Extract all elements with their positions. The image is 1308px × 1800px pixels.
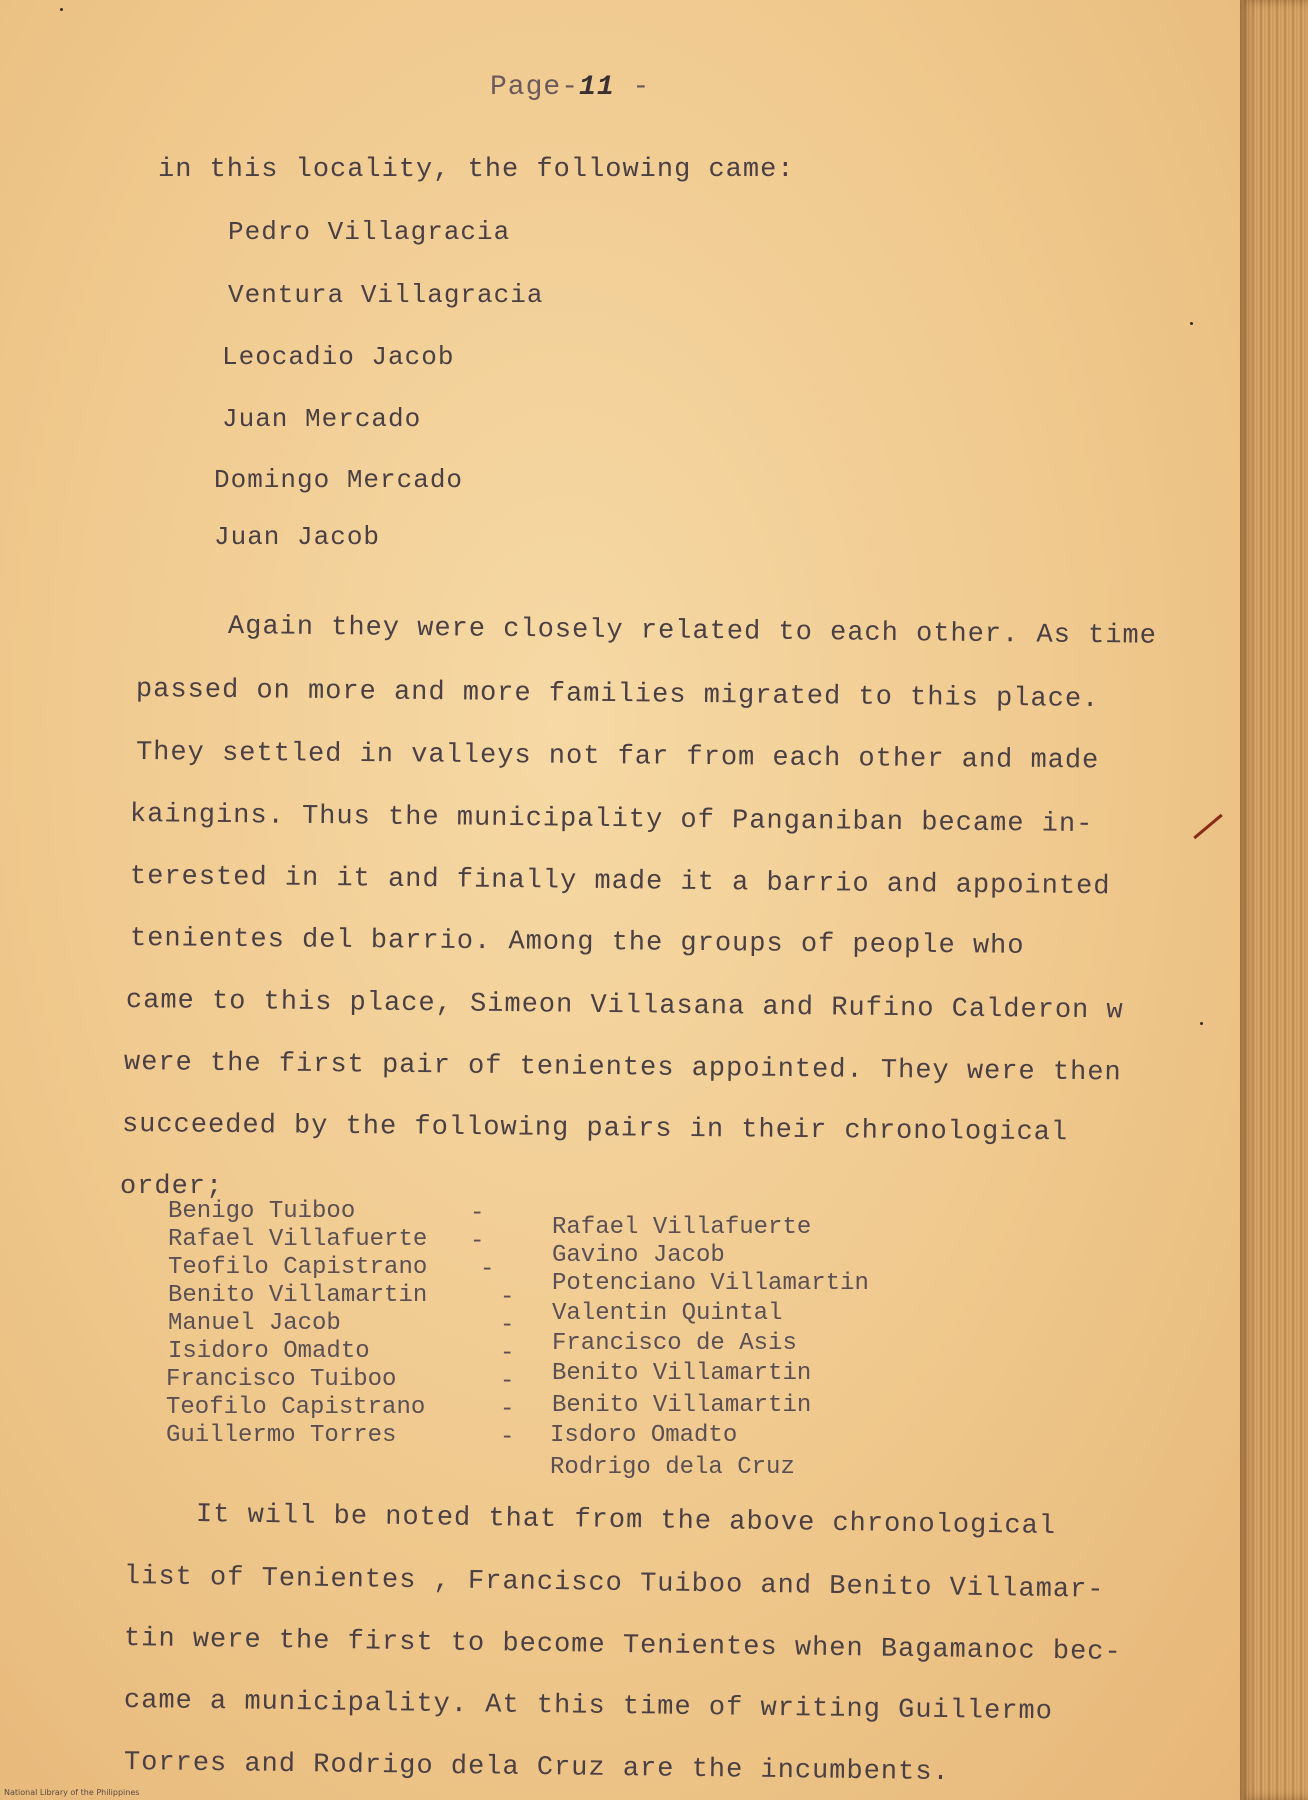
pair-first: Isidoro Omadto	[168, 1338, 370, 1365]
page-number: Page-11 -	[490, 72, 651, 103]
pair-second: Gavino Jacob	[552, 1242, 725, 1269]
paper-speck	[60, 8, 63, 11]
pair-first: Manuel Jacob	[168, 1310, 341, 1337]
pair-second: Benito Villamartin	[552, 1360, 812, 1387]
settler-name: Juan Jacob	[214, 522, 381, 552]
book-page-edge	[1240, 0, 1308, 1800]
pair-separator: -	[470, 1200, 485, 1227]
pair-separator: -	[500, 1312, 515, 1339]
pair-second: Benito Villamartin	[552, 1392, 812, 1419]
pair-second: Rafael Villafuerte	[552, 1214, 812, 1241]
pair-second: Rodrigo dela Cruz	[550, 1454, 795, 1481]
pair-separator: -	[500, 1284, 515, 1311]
archive-footer: National Library of the Philippines	[4, 1788, 140, 1797]
settler-name: Domingo Mercado	[214, 465, 464, 495]
closing-line: It will be noted that from the above chronological	[195, 1500, 1057, 1543]
closing-line: list of Tenientes , Francisco Tuiboo and Benito Villamar-	[123, 1562, 1105, 1606]
settler-name: Ventura Villagracia	[228, 280, 544, 310]
pair-separator: -	[500, 1396, 515, 1423]
pair-separator: -	[500, 1340, 515, 1367]
body-line: They settled in valleys not far from each other and made	[135, 738, 1100, 777]
pair-first: Rafael Villafuerte	[168, 1226, 428, 1253]
pair-separator: -	[500, 1424, 515, 1451]
pair-first: Francisco Tuiboo	[166, 1366, 397, 1393]
pair-second: Valentin Quintal	[552, 1300, 783, 1327]
paper-speck	[1200, 1022, 1203, 1025]
settler-name: Juan Mercado	[222, 404, 422, 434]
intro-line: in this locality, the following came:	[158, 155, 795, 185]
paper-speck	[1190, 322, 1193, 325]
settler-name: Leocadio Jacob	[222, 342, 455, 372]
body-line: Again they were closely related to each other. As time	[227, 612, 1158, 652]
pair-first: Benigo Tuiboo	[168, 1198, 356, 1225]
body-line: succeeded by the following pairs in their chronological	[121, 1110, 1069, 1149]
pair-first: Teofilo Capistrano	[166, 1394, 426, 1421]
body-line: were the first pair of tenientes appointed. They were then	[123, 1048, 1122, 1089]
body-line: came to this place, Simeon Villasana and Rufino Calderon w	[125, 986, 1124, 1027]
pair-first: Benito Villamartin	[168, 1282, 428, 1309]
body-line: kaingins. Thus the municipality of Panganiban became in-	[129, 800, 1094, 841]
closing-line: tin were the first to become Tenientes when Bagamanoc bec-	[123, 1624, 1122, 1668]
pair-separator: -	[480, 1256, 495, 1283]
body-line: terested in it and finally made it a barrio and appointed	[129, 862, 1111, 903]
closing-line: came a municipality. At this time of writing Guillermo	[123, 1686, 1054, 1728]
pair-first: Teofilo Capistrano	[168, 1254, 428, 1281]
settler-name: Pedro Villagracia	[228, 217, 511, 247]
body-line: tenientes del barrio. Among the groups of people who	[129, 924, 1025, 962]
body-line: order;	[120, 1172, 224, 1202]
body-line: passed on more and more families migrated to this place.	[135, 675, 1100, 716]
pair-second: Isdoro Omadto	[550, 1422, 738, 1449]
pair-second: Francisco de Asis	[552, 1330, 797, 1357]
pair-first: Guillermo Torres	[166, 1422, 397, 1449]
pair-second: Potenciano Villamartin	[552, 1270, 869, 1297]
pair-separator: -	[470, 1228, 485, 1255]
pair-separator: -	[500, 1368, 515, 1395]
closing-line: Torres and Rodrigo dela Cruz are the incumbents.	[123, 1748, 950, 1789]
